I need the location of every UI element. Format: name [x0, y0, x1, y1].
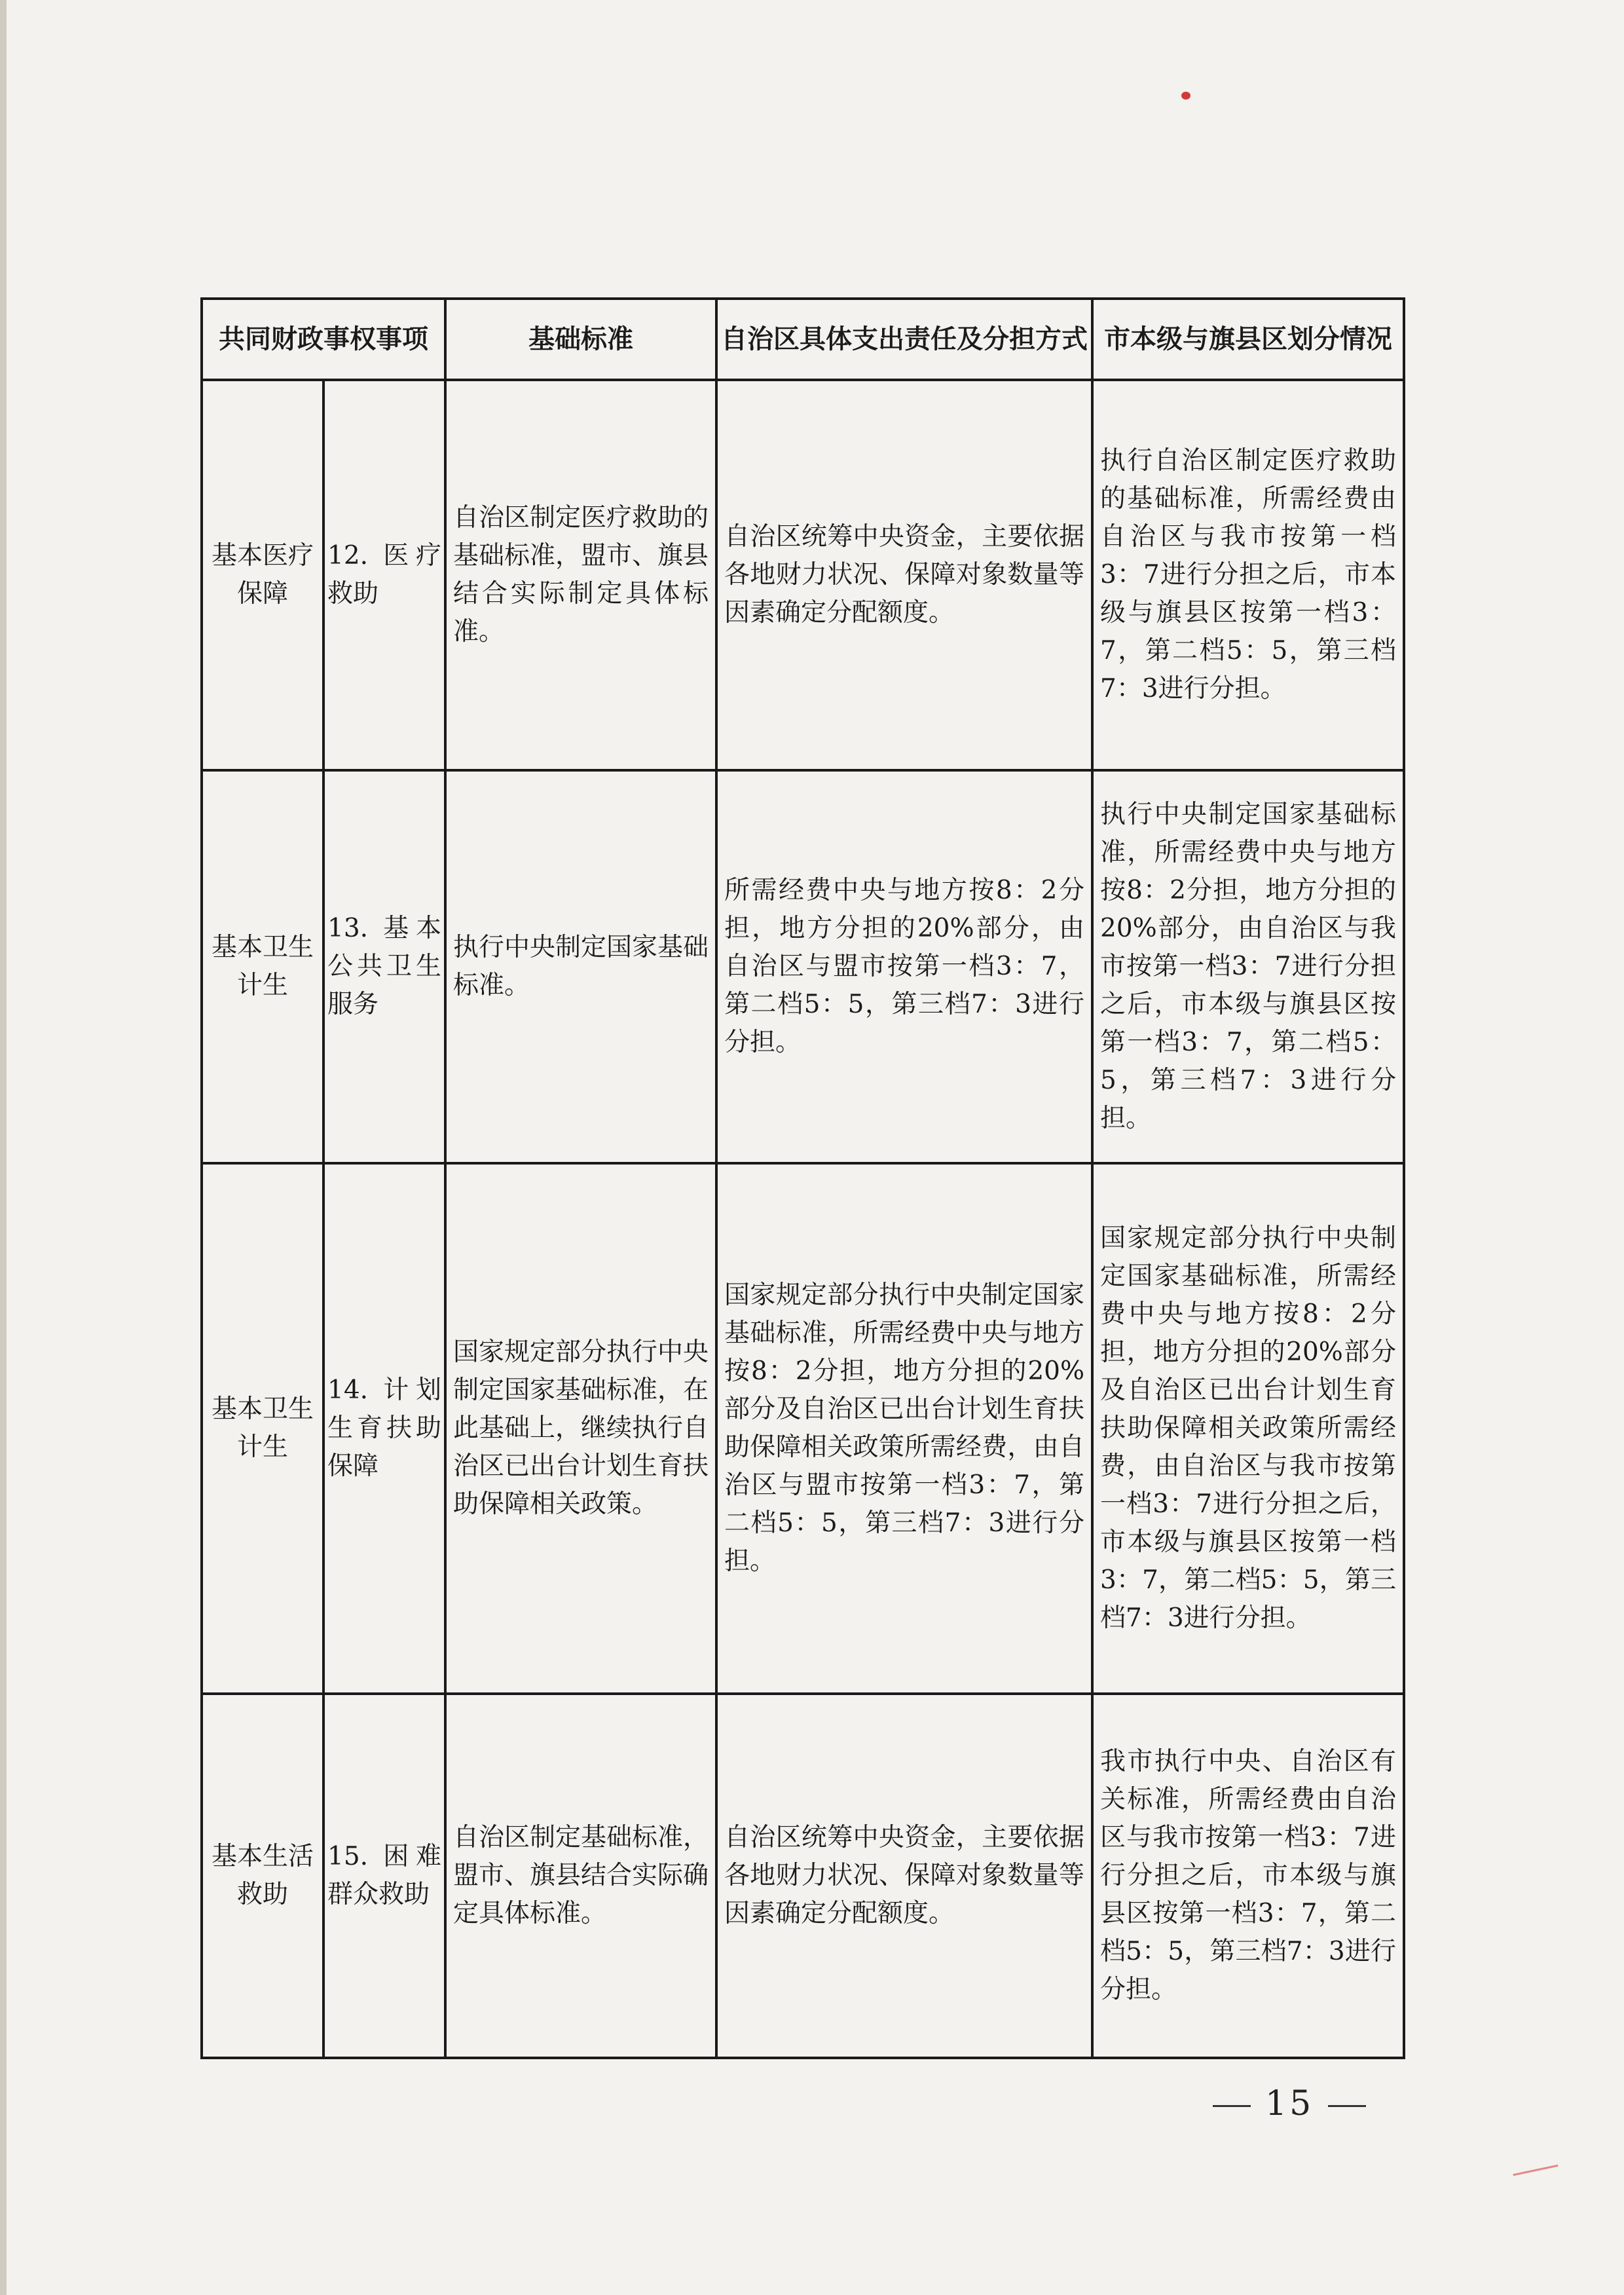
header-shared-item: 共同财政事权事项	[202, 299, 445, 380]
table-row	[202, 770, 1404, 1163]
row-category: 基本医疗保障	[202, 380, 323, 770]
row-region-share: 自治区统筹中央资金，主要依据各地财力状况、保障对象数量等因素确定分配额度。	[716, 380, 1092, 770]
table-row	[202, 1163, 1404, 1694]
row-category: 基本卫生计生	[202, 770, 323, 1163]
row-standard: 执行中央制定国家基础标准。	[445, 770, 716, 1163]
row-city-share: 执行自治区制定医疗救助的基础标准，所需经费由自治区与我市按第一档3：7进行分担之后，市本级与旗县区按第一档3：7，第二档5：5，第三档7：3进行分担。	[1092, 380, 1404, 770]
dash-left	[1213, 2105, 1251, 2107]
row-category: 基本生活救助	[202, 1694, 323, 2058]
row-item: 15. 困难群众救助	[323, 1694, 445, 2058]
row-city-share: 国家规定部分执行中央制定国家基础标准，所需经费中央与地方按8：2分担，地方分担的20%部分及自治区已出台计划生育扶助保障相关政策所需经费，由自治区与我市按第一档3：7进行分担之后，市本级与旗县区按第一档3：7，第二档5：5，第三档7：3进行分担。	[1092, 1163, 1404, 1694]
header-base-standard: 基础标准	[445, 299, 716, 380]
row-region-share: 国家规定部分执行中央制定国家基础标准，所需经费中央与地方按8：2分担，地方分担的20%部分及自治区已出台计划生育扶助保障相关政策所需经费，由自治区与盟市按第一档3：7，第二档5：5，第三档7：3进行分担。	[716, 1163, 1092, 1694]
table-header-row	[202, 299, 1404, 380]
row-city-share: 我市执行中央、自治区有关标准，所需经费由自治区与我市按第一档3：7进行分担之后，市本级与旗县区按第一档3：7，第二档5：5，第三档7：3进行分担。	[1092, 1694, 1404, 2058]
row-standard: 国家规定部分执行中央制定国家基础标准，在此基础上，继续执行自治区已出台计划生育扶助保障相关政策。	[445, 1163, 716, 1694]
row-item: 12. 医疗救助	[323, 380, 445, 770]
red-pen-mark	[1513, 2165, 1558, 2176]
row-standard: 自治区制定基础标准，盟市、旗县结合实际确定具体标准。	[445, 1694, 716, 2058]
fiscal-responsibility-table	[200, 297, 1405, 2059]
row-category: 基本卫生计生	[202, 1163, 323, 1694]
row-item: 13. 基本公共卫生服务	[323, 770, 445, 1163]
header-city-share: 市本级与旗县区划分情况	[1092, 299, 1404, 380]
row-standard: 自治区制定医疗救助的基础标准，盟市、旗县结合实际制定具体标准。	[445, 380, 716, 770]
row-region-share: 所需经费中央与地方按8：2分担，地方分担的20%部分，由自治区与盟市按第一档3：7，第二档5：5，第三档7：3进行分担。	[716, 770, 1092, 1163]
red-ink-speck	[1181, 92, 1190, 100]
dash-right	[1328, 2105, 1366, 2107]
page-number-value: 15	[1265, 2084, 1314, 2123]
page-number	[1198, 2084, 1380, 2123]
header-region-share: 自治区具体支出责任及分担方式	[716, 299, 1092, 380]
row-item: 14. 计划生育扶助保障	[323, 1163, 445, 1694]
table-row	[202, 1694, 1404, 2058]
table-row	[202, 380, 1404, 770]
row-city-share: 执行中央制定国家基础标准，所需经费中央与地方按8：2分担，地方分担的20%部分，由自治区与我市按第一档3：7进行分担之后，市本级与旗县区按第一档3：7，第二档5：5，第三档7：3进行分担。	[1092, 770, 1404, 1163]
row-region-share: 自治区统筹中央资金，主要依据各地财力状况、保障对象数量等因素确定分配额度。	[716, 1694, 1092, 2058]
scan-edge	[0, 0, 7, 2295]
